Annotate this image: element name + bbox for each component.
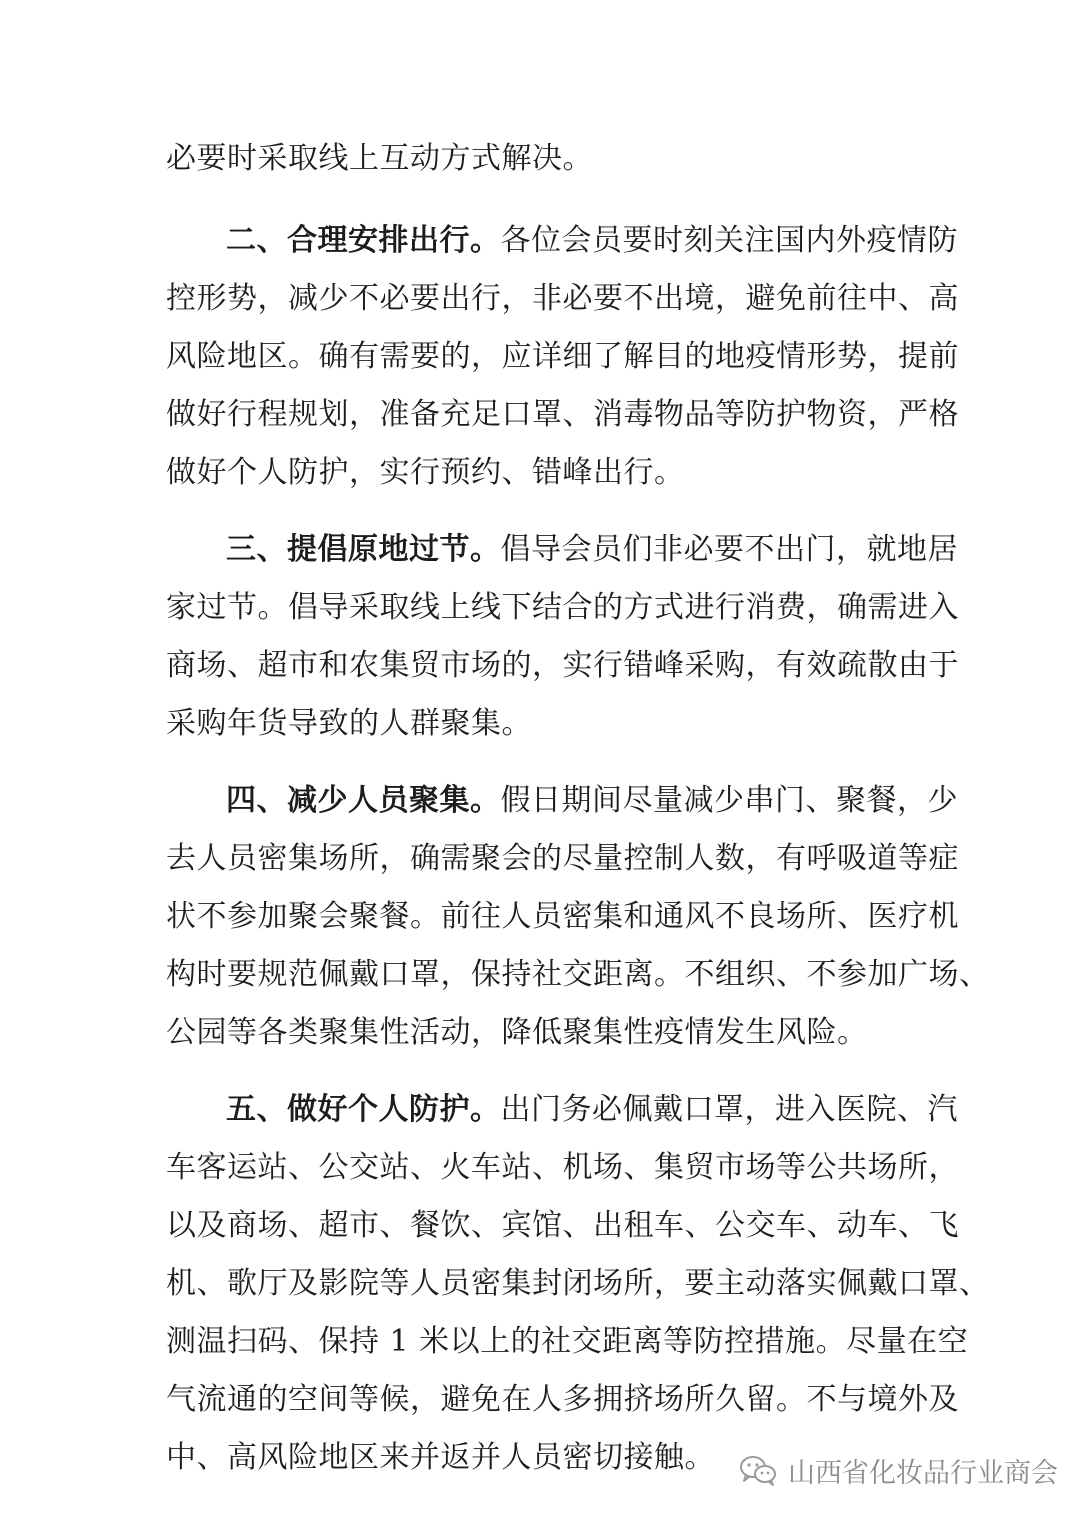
section-line: 中、高风险地区来并返并人员密切接触。 [166, 1440, 715, 1475]
section-line: 气流通的空间等候，避免在人多拥挤场所久留。不与境外及 [166, 1382, 959, 1417]
section-line: 构时要规范佩戴口罩，保持社交距离。不组织、不参加广场、 [166, 957, 990, 992]
section-text: 各位会员要时刻关注国内外疫情防 [500, 223, 958, 258]
section-line: 以及商场、超市、餐饮、宾馆、出租车、公交车、动车、飞 [166, 1208, 959, 1243]
section-text: 假日期间尽量减少串门、聚餐，少 [500, 783, 958, 818]
section-heading: 三、提倡原地过节。 [226, 532, 501, 567]
wechat-watermark [738, 1448, 1058, 1492]
intro-line: 必要时采取线上互动方式解决。 [166, 141, 593, 176]
section-line: 做好个人防护，实行预约、错峰出行。 [166, 455, 685, 490]
section-line: 控形势，减少不必要出行，非必要不出境，避免前往中、高 [166, 281, 959, 316]
section-heading: 二、合理安排出行。 [226, 223, 501, 258]
section-first-line [166, 521, 958, 579]
section-line: 风险地区。确有需要的，应详细了解目的地疫情形势，提前 [166, 339, 959, 374]
section-first-line [166, 1081, 958, 1139]
section-line: 公园等各类聚集性活动，降低聚集性疫情发生风险。 [166, 1015, 868, 1050]
section-first-line [166, 212, 958, 270]
section-first-line [166, 772, 958, 830]
section-text: 出门务必佩戴口罩，进入医院、汽 [500, 1092, 958, 1127]
section-line: 去人员密集场所，确需聚会的尽量控制人数，有呼吸道等症 [166, 841, 959, 876]
section-line: 车客运站、公交站、火车站、机场、集贸市场等公共场所， [166, 1150, 959, 1185]
section-line: 做好行程规划，准备充足口罩、消毒物品等防护物资，严格 [166, 397, 959, 432]
section-stay-local [166, 521, 959, 753]
section-line: 机、歌厅及影院等人员密集封闭场所，要主动落实佩戴口罩、 [166, 1266, 990, 1301]
section-travel [166, 212, 959, 502]
watermark-text: 山西省化妆品行业商会 [788, 1457, 1058, 1489]
wechat-icon [738, 1453, 778, 1487]
section-heading: 五、做好个人防护。 [226, 1092, 501, 1127]
section-text: 倡导会员们非必要不出门，就地居 [500, 532, 958, 567]
section-line: 测温扫码、保持 1 米以上的社交距离等防控措施。尽量在空 [166, 1324, 969, 1359]
section-reduce-gathering [166, 772, 990, 1062]
section-heading: 四、减少人员聚集。 [226, 783, 501, 818]
section-line: 家过节。倡导采取线上线下结合的方式进行消费，确需进入 [166, 590, 959, 625]
section-line: 状不参加聚会聚餐。前往人员密集和通风不良场所、医疗机 [166, 899, 959, 934]
section-line: 商场、超市和农集贸市场的，实行错峰采购，有效疏散由于 [166, 648, 959, 683]
section-line: 采购年货导致的人群聚集。 [166, 706, 532, 741]
